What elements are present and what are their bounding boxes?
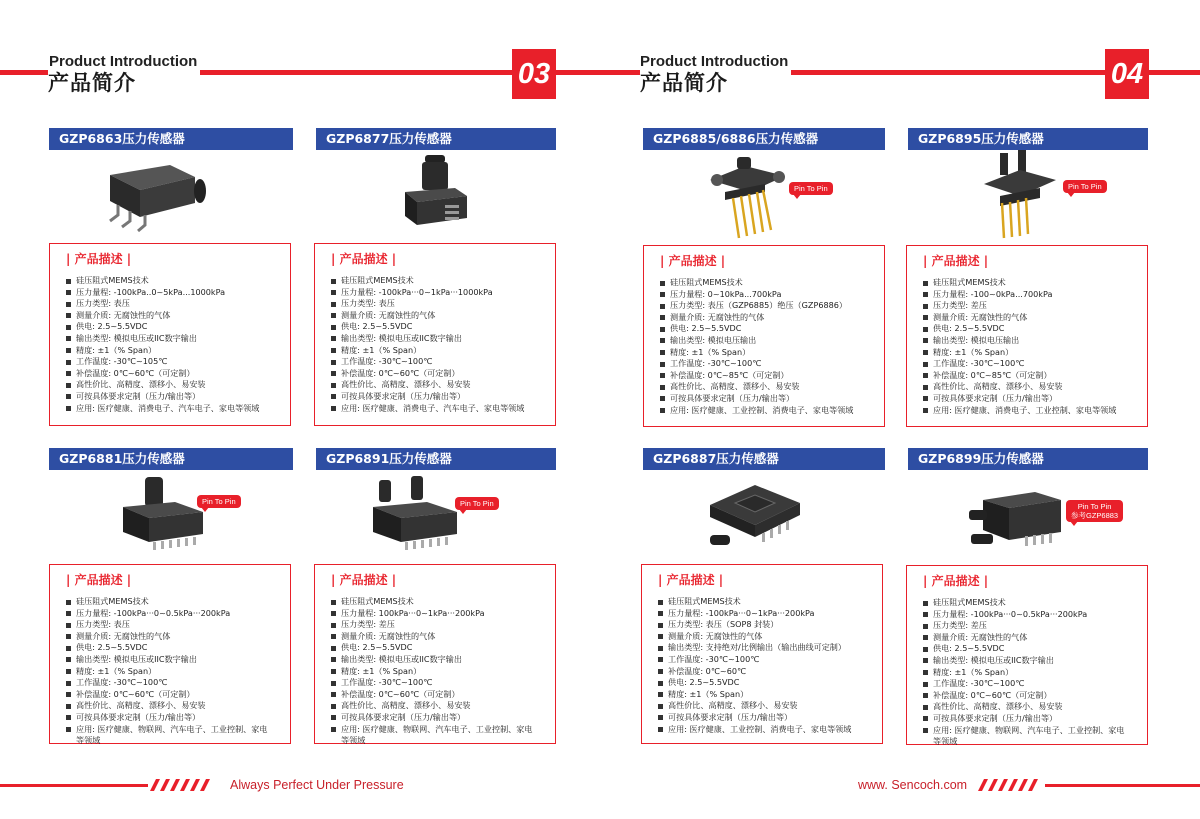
spec-item: 应用: 医疗健康、消费电子、汽车电子、家电等领域 (331, 403, 545, 415)
page-header-cn: 产品简介 (640, 71, 728, 95)
spec-item: 补偿温度: 0℃~60℃（可定制） (331, 368, 545, 380)
spec-item: 压力类型: 表压 (66, 619, 280, 631)
spec-item: 补偿温度: 0℃~85℃（可定制） (660, 370, 874, 382)
header-rule-right-c (1149, 70, 1200, 75)
spec-item: 高性价比、高精度、漂移小、易安装 (66, 379, 280, 391)
spec-item: 供电: 2.5~5.5VDC (331, 321, 545, 333)
spec-item: 硅压阻式MEMS技术 (658, 596, 872, 608)
spec-item: 输出类型: 模拟电压或IIC数字输出 (66, 654, 280, 666)
spec-item: 压力量程: 100kPa···0~1kPa···200kPa (331, 608, 545, 620)
gzp6863-sensor-image (100, 155, 220, 235)
header-rule-right-a (600, 70, 640, 75)
spec-item: 压力类型: 差压 (331, 619, 545, 631)
product-description (641, 564, 883, 744)
product-description (906, 565, 1148, 745)
gzp6899-sensor-image (965, 478, 1075, 558)
product-title: GZP6881压力传感器 (49, 448, 293, 470)
spec-item: 输出类型: 模拟电压或IIC数字输出 (331, 333, 545, 345)
spec-item: 测量介质: 无腐蚀性的气体 (331, 310, 545, 322)
product-description (314, 564, 556, 744)
header-rule-right-b (791, 70, 1105, 75)
product-description (643, 245, 885, 427)
spec-item: 补偿温度: 0℃~60℃（可定制） (66, 689, 280, 701)
spec-item: 供电: 2.5~5.5VDC (66, 642, 280, 654)
pin-to-pin-tag (1066, 500, 1123, 522)
spec-item: 补偿温度: 0℃~60℃（可定制） (66, 368, 280, 380)
spec-item: 输出类型: 模拟电压或IIC数字输出 (66, 333, 280, 345)
spec-item: 补偿温度: 0℃~60℃（可定制） (331, 689, 545, 701)
spec-item: 输出类型: 模拟电压输出 (660, 335, 874, 347)
spec-item: 压力量程: -100kPa···0~0.5kPa···200kPa (66, 608, 280, 620)
spec-item: 精度: ±1（% Span） (66, 666, 280, 678)
page-number: 03 (512, 49, 556, 99)
gzp6885-sensor-image (705, 152, 790, 242)
spec-item: 输出类型: 支持绝对/比例输出（输出曲线可定制） (658, 642, 872, 654)
spec-item: 高性价比、高精度、漂移小、易安装 (923, 701, 1137, 713)
spec-item: 应用: 医疗健康、工业控制、消费电子、家电等领域 (658, 724, 872, 736)
spec-item: 应用: 医疗健康、物联网、汽车电子、工业控制、家电等领域 (923, 725, 1128, 748)
footer-website[interactable]: www. Sencoch.com (858, 778, 968, 792)
spec-item: 工作温度: -30℃~100℃ (923, 358, 1137, 370)
spec-item: 高性价比、高精度、漂移小、易安装 (331, 379, 545, 391)
spec-item: 应用: 医疗健康、工业控制、消费电子、家电等领域 (660, 405, 874, 417)
spec-item: 压力类型: 差压 (923, 300, 1137, 312)
spec-item: 硅压阻式MEMS技术 (331, 596, 545, 608)
spec-item: 可按具体要求定制（压力/输出等） (660, 393, 874, 405)
spec-item: 供电: 2.5~5.5VDC (923, 643, 1137, 655)
spec-item: 测量介质: 无腐蚀性的气体 (923, 632, 1137, 644)
spec-item: 可按具体要求定制（压力/输出等） (923, 393, 1137, 405)
product-description (49, 564, 291, 744)
spec-item: 输出类型: 模拟电压或IIC数字输出 (331, 654, 545, 666)
gzp6877-sensor-image (395, 150, 475, 240)
description-heading: | 产品描述 | (923, 254, 989, 268)
spec-item: 测量介质: 无腐蚀性的气体 (66, 310, 280, 322)
spec-item: 高性价比、高精度、漂移小、易安装 (331, 700, 545, 712)
spec-item: 压力量程: -100kPa..0~5kPa...1000kPa (66, 287, 280, 299)
spec-item: 供电: 2.5~5.5VDC (331, 642, 545, 654)
gzp6881-sensor-image (115, 472, 210, 557)
description-heading: | 产品描述 | (66, 252, 132, 266)
header-rule-left-b (200, 70, 512, 75)
spec-item: 补偿温度: 0℃~60℃ (658, 666, 872, 678)
spec-item: 压力量程: 0~10kPa...700kPa (660, 289, 874, 301)
page-header-cn: 产品简介 (48, 71, 136, 95)
spec-item: 精度: ±1（% Span） (66, 345, 280, 357)
spec-item: 精度: ±1（% Span） (331, 345, 545, 357)
gzp6891-sensor-image (365, 472, 465, 557)
footer-stripes-left (150, 779, 214, 791)
spec-item: 供电: 2.5~5.5VDC (66, 321, 280, 333)
spec-item: 测量介质: 无腐蚀性的气体 (331, 631, 545, 643)
page-header-en: Product Introduction (49, 53, 198, 70)
header-rule-left-c (556, 70, 600, 75)
spec-item: 应用: 医疗健康、消费电子、汽车电子、家电等领域 (66, 403, 280, 415)
pin-to-pin-tag-line2: 参考GZP6883 (1071, 511, 1119, 520)
product-title: GZP6863压力传感器 (49, 128, 293, 150)
spec-item: 精度: ±1（% Span） (923, 347, 1137, 359)
spec-item: 供电: 2.5~5.5VDC (658, 677, 872, 689)
pin-to-pin-tag: Pin To Pin (789, 182, 833, 195)
header-rule-left-a (0, 70, 48, 75)
description-heading: | 产品描述 | (331, 252, 397, 266)
spec-item: 工作温度: -30℃~100℃ (923, 678, 1137, 690)
product-title: GZP6895压力传感器 (908, 128, 1148, 150)
description-heading: | 产品描述 | (66, 573, 132, 587)
spec-item: 可按具体要求定制（压力/输出等） (66, 712, 280, 724)
spec-item: 高性价比、高精度、漂移小、易安装 (660, 381, 874, 393)
spec-item: 输出类型: 模拟电压输出 (923, 335, 1137, 347)
product-description (314, 243, 556, 426)
spec-item: 工作温度: -30℃~100℃ (658, 654, 872, 666)
product-title: GZP6885/6886压力传感器 (643, 128, 885, 150)
description-heading: | 产品描述 | (923, 574, 989, 588)
product-title: GZP6877压力传感器 (316, 128, 556, 150)
spec-item: 硅压阻式MEMS技术 (923, 597, 1137, 609)
spec-item: 可按具体要求定制（压力/输出等） (66, 391, 280, 403)
spec-item: 硅压阻式MEMS技术 (331, 275, 545, 287)
spec-item: 压力类型: 表压（GZP6885）绝压（GZP6886） (660, 300, 874, 312)
spec-item: 测量介质: 无腐蚀性的气体 (658, 631, 872, 643)
spec-item: 精度: ±1（% Span） (331, 666, 545, 678)
description-heading: | 产品描述 | (660, 254, 726, 268)
spec-item: 硅压阻式MEMS技术 (66, 275, 280, 287)
pin-to-pin-tag: Pin To Pin (1063, 180, 1107, 193)
page-header-en: Product Introduction (640, 53, 789, 70)
spec-item: 压力量程: -100kPa···0~1kPa···1000kPa (331, 287, 545, 299)
spec-item: 压力类型: 表压 (66, 298, 280, 310)
pin-to-pin-tag: Pin To Pin (455, 497, 499, 510)
spec-item: 硅压阻式MEMS技术 (66, 596, 280, 608)
spec-item: 可按具体要求定制（压力/输出等） (658, 712, 872, 724)
product-description (906, 245, 1148, 427)
spec-item: 测量介质: 无腐蚀性的气体 (923, 312, 1137, 324)
spec-item: 高性价比、高精度、漂移小、易安装 (658, 700, 872, 712)
spec-item: 应用: 医疗健康、物联网、汽车电子、工业控制、家电等领域 (331, 724, 536, 747)
footer-slogan: Always Perfect Under Pressure (230, 778, 404, 792)
spec-item: 压力类型: 差压 (923, 620, 1137, 632)
footer-stripes-right (978, 779, 1042, 791)
spec-item: 补偿温度: 0℃~85℃（可定制） (923, 370, 1137, 382)
spec-item: 精度: ±1（% Span） (658, 689, 872, 701)
spec-item: 测量介质: 无腐蚀性的气体 (66, 631, 280, 643)
spec-item: 可按具体要求定制（压力/输出等） (923, 713, 1137, 725)
spec-item: 工作温度: -30℃~105℃ (66, 356, 280, 368)
spec-item: 补偿温度: 0℃~60℃（可定制） (923, 690, 1137, 702)
footer-rule-right (1045, 784, 1200, 787)
product-title: GZP6891压力传感器 (316, 448, 556, 470)
spec-item: 可按具体要求定制（压力/输出等） (331, 391, 545, 403)
spec-item: 测量介质: 无腐蚀性的气体 (660, 312, 874, 324)
pin-to-pin-tag: Pin To Pin (197, 495, 241, 508)
spec-item: 工作温度: -30℃~100℃ (331, 356, 545, 368)
product-title: GZP6887压力传感器 (643, 448, 885, 470)
spec-item: 精度: ±1（% Span） (923, 667, 1137, 679)
spec-item: 压力类型: 表压 (331, 298, 545, 310)
spec-item: 硅压阻式MEMS技术 (660, 277, 874, 289)
spec-item: 压力量程: -100kPa···0~0.5kPa···200kPa (923, 609, 1137, 621)
footer-rule-left (0, 784, 148, 787)
spec-item: 工作温度: -30℃~100℃ (660, 358, 874, 370)
spec-item: 应用: 医疗健康、物联网、汽车电子、工业控制、家电等领域 (66, 724, 271, 747)
spec-item: 工作温度: -30℃~100℃ (66, 677, 280, 689)
spec-item: 供电: 2.5~5.5VDC (660, 323, 874, 335)
spec-item: 硅压阻式MEMS技术 (923, 277, 1137, 289)
description-heading: | 产品描述 | (658, 573, 724, 587)
product-description (49, 243, 291, 426)
spec-item: 压力量程: -100~0kPa...700kPa (923, 289, 1137, 301)
spec-item: 高性价比、高精度、漂移小、易安装 (66, 700, 280, 712)
spec-item: 压力类型: 表压（SOP8 封装） (658, 619, 872, 631)
spec-item: 高性价比、高精度、漂移小、易安装 (923, 381, 1137, 393)
description-heading: | 产品描述 | (331, 573, 397, 587)
gzp6895-sensor-image (980, 148, 1060, 243)
spec-item: 精度: ±1（% Span） (660, 347, 874, 359)
spec-item: 工作温度: -30℃~100℃ (331, 677, 545, 689)
spec-item: 应用: 医疗健康、消费电子、工业控制、家电等领域 (923, 405, 1137, 417)
spec-item: 压力量程: -100kPa···0~1kPa···200kPa (658, 608, 872, 620)
pin-to-pin-tag-line1: Pin To Pin (1077, 502, 1112, 511)
page-number: 04 (1105, 49, 1149, 99)
spec-item: 输出类型: 模拟电压或IIC数字输出 (923, 655, 1137, 667)
product-title: GZP6899压力传感器 (908, 448, 1148, 470)
spec-item: 供电: 2.5~5.5VDC (923, 323, 1137, 335)
spec-item: 可按具体要求定制（压力/输出等） (331, 712, 545, 724)
gzp6887-sensor-image (700, 475, 810, 560)
